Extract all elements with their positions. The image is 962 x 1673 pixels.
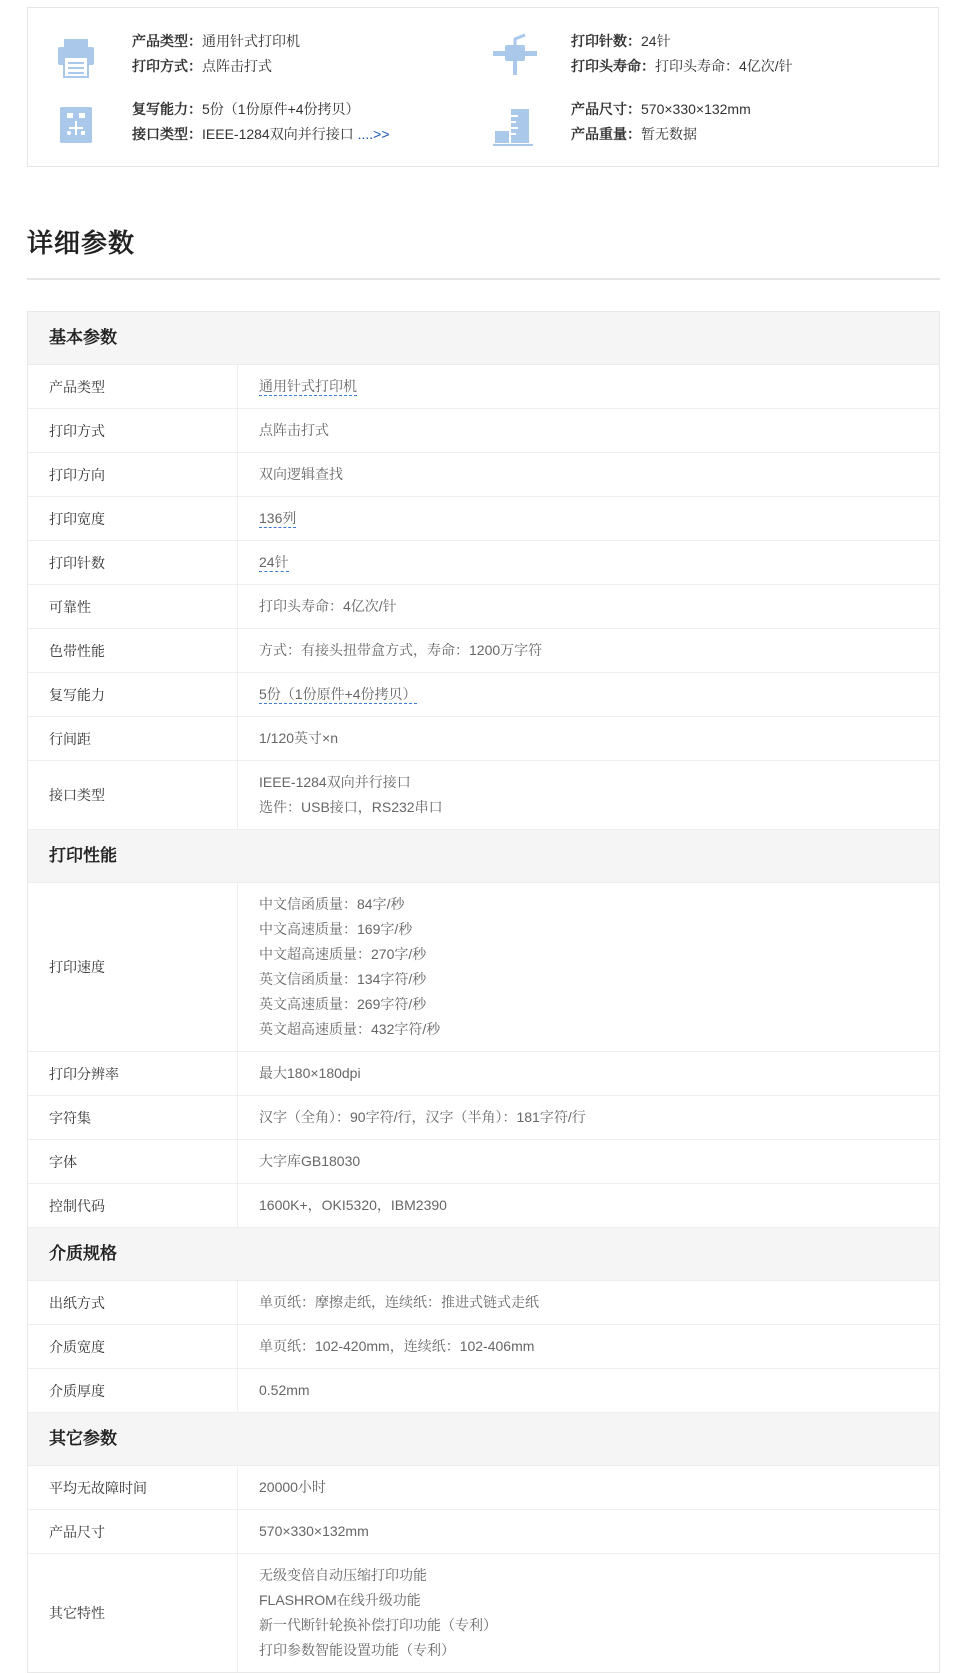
param-key: 字体 — [28, 1140, 238, 1183]
summary-value: 5份（1份原件+4份拷贝） — [202, 101, 360, 117]
param-key: 复写能力 — [28, 673, 238, 716]
param-value-line: 0.52mm — [259, 1382, 310, 1398]
param-key: 介质厚度 — [28, 1369, 238, 1412]
param-group-header — [28, 1228, 939, 1281]
param-row — [28, 365, 939, 409]
param-value-line-wrap — [259, 1290, 939, 1315]
param-row — [28, 1096, 939, 1140]
param-value-line-wrap — [259, 1193, 939, 1218]
param-key: 产品尺寸 — [28, 1510, 238, 1553]
param-value-line: IEEE-1284双向并行接口 — [259, 774, 411, 790]
param-key: 打印宽度 — [28, 497, 238, 540]
param-value-line: 打印头寿命：4亿次/针 — [259, 598, 397, 614]
param-value-line: 中文高速质量：169字/秒 — [259, 921, 413, 937]
param-value-line-wrap — [259, 1475, 939, 1500]
param-key: 色带性能 — [28, 629, 238, 672]
param-value-line: 单页纸：102-420mm，连续纸：102-406mm — [259, 1338, 535, 1354]
param-value-line: 1/120英寸×n — [259, 730, 338, 746]
param-value-link[interactable]: 5份（1份原件+4份拷贝） — [259, 686, 417, 702]
param-key: 介质宽度 — [28, 1325, 238, 1368]
param-row — [28, 1510, 939, 1554]
param-value-line-wrap — [259, 967, 939, 992]
param-value — [238, 1510, 939, 1553]
summary-value: 通用针式打印机 — [202, 33, 300, 49]
summary-value: 24针 — [641, 33, 671, 49]
param-group-header — [28, 1413, 939, 1466]
param-value-line-wrap — [259, 770, 939, 795]
summary-label: 复写能力： — [132, 101, 202, 117]
param-value — [238, 1052, 939, 1095]
param-value-line-wrap — [259, 506, 939, 531]
param-key: 打印速度 — [28, 883, 238, 1051]
param-value-link[interactable]: 24针 — [259, 554, 289, 570]
param-row — [28, 673, 939, 717]
param-row — [28, 1369, 939, 1413]
summary-label: 打印头寿命： — [571, 58, 655, 74]
param-value-line-wrap — [259, 1105, 939, 1130]
param-row — [28, 761, 939, 830]
param-value-line-wrap — [259, 1017, 939, 1042]
param-group-header — [28, 830, 939, 883]
param-value-line-wrap — [259, 892, 939, 917]
param-value — [238, 673, 939, 716]
param-row — [28, 1052, 939, 1096]
summary-label: 产品尺寸： — [571, 101, 641, 117]
param-key: 打印分辨率 — [28, 1052, 238, 1095]
param-value-line: 英文信函质量：134字符/秒 — [259, 971, 427, 987]
param-row — [28, 629, 939, 673]
param-value — [238, 717, 939, 760]
param-value — [238, 1554, 939, 1672]
param-value-line: 方式：有接头扭带盒方式，寿命：1200万字符 — [259, 642, 543, 658]
param-value-line-wrap — [259, 1519, 939, 1544]
param-value-line-wrap — [259, 942, 939, 967]
param-key: 打印针数 — [28, 541, 238, 584]
param-group-header — [28, 312, 939, 365]
param-key: 可靠性 — [28, 585, 238, 628]
param-value — [238, 629, 939, 672]
param-value-line-wrap — [259, 726, 939, 751]
param-value-line: 中文超高速质量：270字/秒 — [259, 946, 427, 962]
summary-value: 暂无数据 — [641, 126, 697, 142]
param-value — [238, 883, 939, 1051]
param-key: 字符集 — [28, 1096, 238, 1139]
param-value — [238, 365, 939, 408]
param-value-line-wrap — [259, 1061, 939, 1086]
param-group-title: 介质规格 — [49, 1244, 117, 1263]
summary-label: 打印针数： — [571, 33, 641, 49]
param-value-line: 大字库GB18030 — [259, 1153, 361, 1169]
title-divider — [27, 278, 940, 280]
printer-icon — [52, 33, 100, 81]
param-key: 打印方式 — [28, 409, 238, 452]
param-row — [28, 1466, 939, 1510]
param-value-line: 单页纸：摩擦走纸，连续纸：推进式链式走纸 — [259, 1294, 539, 1310]
summary-value: 570×330×132mm — [641, 101, 751, 117]
ruler-size-icon — [491, 101, 539, 149]
param-row — [28, 1325, 939, 1369]
param-value-line: 中文信函质量：84字/秒 — [259, 896, 405, 912]
param-value-line-wrap — [259, 1563, 939, 1588]
param-value-line: 最大180×180dpi — [259, 1065, 361, 1081]
param-value-link[interactable]: 通用针式打印机 — [259, 378, 357, 394]
param-value-line: 英文超高速质量：432字符/秒 — [259, 1021, 441, 1037]
param-value-line: FLASHROM在线升级功能 — [259, 1592, 421, 1608]
param-row — [28, 1281, 939, 1325]
param-value — [238, 1325, 939, 1368]
param-value-line-wrap — [259, 594, 939, 619]
param-key: 打印方向 — [28, 453, 238, 496]
param-value-line-wrap — [259, 917, 939, 942]
param-value-line-wrap — [259, 1334, 939, 1359]
param-row — [28, 1184, 939, 1228]
param-value — [238, 1466, 939, 1509]
param-group-title: 基本参数 — [49, 328, 117, 347]
param-value-link[interactable]: 136列 — [259, 510, 297, 526]
param-value-line-wrap — [259, 638, 939, 663]
param-value — [238, 1281, 939, 1324]
param-value-line-wrap — [259, 1149, 939, 1174]
param-value-line-wrap — [259, 1638, 939, 1663]
param-row — [28, 717, 939, 761]
param-value-line-wrap — [259, 1588, 939, 1613]
print-pins-icon — [491, 33, 539, 81]
param-value-line: 无级变倍自动压缩打印功能 — [259, 1567, 427, 1583]
param-value-line: 新一代断针轮换补偿打印功能（专利） — [259, 1617, 497, 1633]
params-table — [27, 311, 940, 1673]
param-key: 行间距 — [28, 717, 238, 760]
param-row — [28, 453, 939, 497]
param-value-line-wrap — [259, 992, 939, 1017]
param-value-line-wrap — [259, 682, 939, 707]
param-key: 接口类型 — [28, 761, 238, 829]
param-row — [28, 883, 939, 1052]
param-value — [238, 497, 939, 540]
param-value-line: 双向逻辑查找 — [259, 466, 343, 482]
param-value-line-wrap — [259, 418, 939, 443]
detail-params-title: 详细参数 — [27, 228, 136, 258]
param-value-line: 点阵击打式 — [259, 422, 329, 438]
param-row — [28, 585, 939, 629]
product-summary — [27, 7, 939, 167]
param-key: 产品类型 — [28, 365, 238, 408]
usb-interface-icon — [52, 101, 100, 149]
param-value-line: 汉字（全角）：90字符/行，汉字（半角）：181字符/行 — [259, 1109, 586, 1125]
param-value — [238, 541, 939, 584]
param-value — [238, 761, 939, 829]
param-value — [238, 453, 939, 496]
param-row — [28, 1554, 939, 1672]
param-value — [238, 1096, 939, 1139]
interface-more-link[interactable]: ....>> — [357, 126, 390, 142]
param-value-line-wrap — [259, 550, 939, 575]
param-row — [28, 409, 939, 453]
summary-label: 接口类型： — [132, 126, 202, 142]
param-key: 控制代码 — [28, 1184, 238, 1227]
summary-value: 打印头寿命：4亿次/针 — [655, 58, 793, 74]
param-value — [238, 1184, 939, 1227]
param-key: 出纸方式 — [28, 1281, 238, 1324]
summary-label: 产品重量： — [571, 126, 641, 142]
param-value — [238, 1140, 939, 1183]
param-key: 平均无故障时间 — [28, 1466, 238, 1509]
param-key: 其它特性 — [28, 1554, 238, 1672]
param-value-line: 1600K+，OKI5320，IBM2390 — [259, 1197, 447, 1213]
param-value-line: 打印参数智能设置功能（专利） — [259, 1642, 455, 1658]
param-value-line-wrap — [259, 374, 939, 399]
summary-value: 点阵击打式 — [202, 58, 272, 74]
param-row — [28, 541, 939, 585]
param-group-title: 打印性能 — [49, 846, 117, 865]
summary-value: IEEE-1284双向并行接口 — [202, 126, 354, 142]
param-value-line-wrap — [259, 1378, 939, 1403]
param-value-line: 选件：USB接口，RS232串口 — [259, 799, 443, 815]
param-value-line-wrap — [259, 795, 939, 820]
param-value-line-wrap — [259, 462, 939, 487]
param-value-line: 20000小时 — [259, 1479, 326, 1495]
param-group-title: 其它参数 — [49, 1429, 117, 1448]
param-value-line: 英文高速质量：269字符/秒 — [259, 996, 427, 1012]
summary-label: 产品类型： — [132, 33, 202, 49]
param-row — [28, 1140, 939, 1184]
param-value — [238, 409, 939, 452]
param-value — [238, 585, 939, 628]
param-value — [238, 1369, 939, 1412]
param-value-line-wrap — [259, 1613, 939, 1638]
summary-label: 打印方式： — [132, 58, 202, 74]
param-row — [28, 497, 939, 541]
param-value-line: 570×330×132mm — [259, 1523, 369, 1539]
